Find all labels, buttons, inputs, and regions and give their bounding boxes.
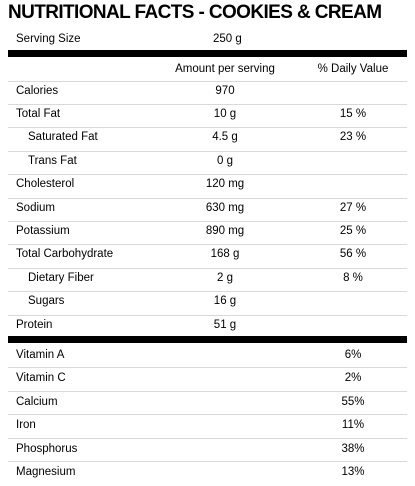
nutrient-daily-value: 27 % [339, 201, 367, 214]
vitamin-row [0, 463, 415, 486]
nutrient-row [0, 151, 415, 174]
nutrient-row [0, 315, 415, 338]
nutrient-row [0, 127, 415, 150]
nutrient-amount: 2 g [217, 271, 233, 284]
nutrient-row [0, 291, 415, 314]
vitamin-row [0, 369, 415, 392]
amount-column-header: Amount per serving [175, 63, 275, 75]
nutrient-daily-value: 56 % [339, 248, 367, 261]
vitamin-daily-value: 6% [344, 349, 362, 361]
vitamin-name: Iron [16, 419, 36, 432]
nutrient-name: Potassium [16, 224, 70, 237]
section-divider-vitamins [8, 336, 407, 343]
row-divider [8, 461, 407, 462]
nutrient-amount: 970 [215, 84, 235, 97]
vitamin-name: Calcium [16, 395, 58, 408]
vitamin-row [0, 393, 415, 416]
nutrient-row [0, 174, 415, 197]
nutrient-name: Dietary Fiber [28, 271, 94, 284]
nutrient-name: Trans Fat [28, 154, 77, 167]
nutrient-row [0, 198, 415, 221]
nutrient-name: Saturated Fat [28, 131, 98, 144]
nutrient-amount: 168 g [210, 248, 240, 261]
nutrient-row [0, 268, 415, 291]
row-divider [8, 438, 407, 439]
vitamin-daily-value: 13% [341, 466, 365, 478]
vitamin-daily-value: 11% [341, 419, 365, 432]
nutrient-name: Total Carbohydrate [16, 248, 114, 261]
nutrient-daily-value: 8 % [343, 271, 363, 284]
vitamin-name: Magnesium [16, 466, 76, 478]
vitamin-row [0, 416, 415, 439]
nutrient-name: Cholesterol [16, 178, 75, 191]
nutrient-name: Sugars [28, 295, 65, 308]
serving-size-label: Serving Size [16, 33, 81, 45]
row-divider [8, 367, 407, 368]
vitamin-name: Vitamin A [16, 349, 65, 361]
nutrient-amount: 630 mg [205, 201, 245, 214]
vitamin-daily-value: 55% [341, 395, 365, 408]
row-divider [8, 391, 407, 392]
nutrient-row [0, 244, 415, 267]
section-divider-top [8, 50, 407, 57]
nutrient-row [0, 81, 415, 104]
nutrient-daily-value: 15 % [339, 107, 367, 120]
nutrient-amount: 51 g [213, 318, 237, 331]
vitamin-row [0, 440, 415, 463]
nutrient-name: Protein [16, 318, 53, 331]
nutrient-amount: 4.5 g [212, 131, 238, 144]
nutrient-amount: 10 g [213, 107, 237, 120]
nutrient-amount: 120 mg [205, 178, 245, 191]
vitamin-daily-value: 2% [344, 372, 362, 385]
nutrient-daily-value: 25 % [339, 224, 367, 237]
nutrient-amount: 890 mg [205, 224, 245, 237]
vitamin-row [0, 346, 415, 369]
vitamin-name: Vitamin C [16, 372, 66, 385]
vitamin-name: Phosphorus [16, 442, 78, 455]
nutrient-name: Total Fat [16, 107, 61, 120]
nutrient-daily-value: 23 % [339, 131, 367, 144]
nutrient-row [0, 104, 415, 127]
vitamin-daily-value: 38% [341, 442, 365, 455]
nutrient-name: Sodium [16, 201, 55, 214]
row-divider [8, 414, 407, 415]
page-title: NUTRITIONAL FACTS - COOKIES & CREAM [8, 2, 382, 23]
serving-size-value: 250 g [213, 33, 242, 45]
nutrient-amount: 16 g [213, 295, 237, 308]
nutrient-name: Calories [16, 84, 59, 97]
nutrient-row [0, 221, 415, 244]
daily-value-column-header: % Daily Value [317, 63, 389, 75]
nutrient-amount: 0 g [217, 154, 233, 167]
